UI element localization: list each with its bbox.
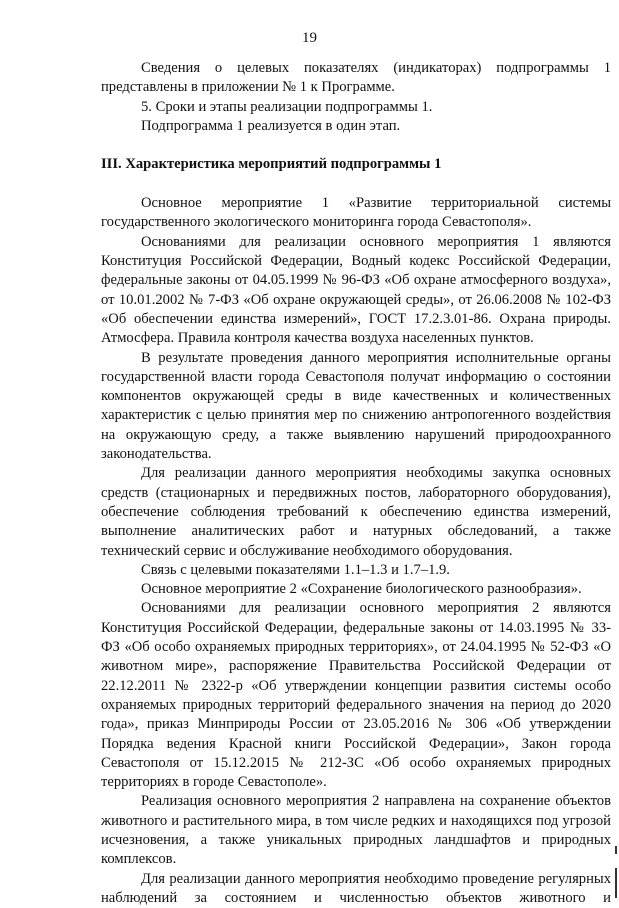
paragraph: Для реализации данного мероприятия необходимо проведение регулярных наблюдений за состоянием и численностью объектов животного и	[101, 870, 611, 906]
paragraph: 5. Сроки и этапы реализации подпрограммы 1.	[141, 98, 433, 115]
document-body	[101, 59, 611, 908]
page-number: 19	[302, 30, 317, 46]
paragraph: В результате проведения данного мероприятия исполнительные органы государственной власти города Севастополя получат информацию о состоянии компонентов окружающей среды в виде качественных и количественных характеристик с целью принятия мер по снижению антропогенного воздействия на окружающую среду, а также выявлению нарушений природоохранного законодательства.	[101, 349, 611, 463]
section-heading: III. Характеристика мероприятий подпрограммы 1	[101, 156, 442, 173]
scan-edge-mark	[615, 868, 617, 898]
paragraph: Для реализации данного мероприятия необходимы закупка основных средств (стационарных и передвижных постов, лабораторного оборудования), обеспечение соблюдения требований к обеспечению единства измерений, выполнение аналитических работ и натурных обследований, а также технический сервис и обслуживание необходимого оборудования.	[101, 465, 611, 559]
scan-edge-mark	[615, 846, 617, 854]
paragraph: Подпрограмма 1 реализуется в один этап.	[141, 117, 401, 134]
paragraph: Основаниями для реализации основного мероприятия 1 являются Конституция Российской Федерации, Водный кодекс Российской Федерации, федеральные законы от 04.05.1999 № 96-ФЗ «Об охране атмосферного воздуха», от 10.01.2002 № 7-ФЗ «Об охране окружающей среды», от 26.06.2008 № 102-ФЗ «Об обеспечении единства измерений», ГОСТ 17.2.3.01-86. Охрана природы. Атмосфера. Правила контроля качества воздуха населенных пунктов.	[101, 233, 611, 347]
paragraph: Связь с целевыми показателями 1.1–1.3 и 1.7–1.9.	[141, 561, 450, 578]
paragraph: Сведения о целевых показателях (индикаторах) подпрограммы 1 представлены в приложении № 1 к Программе.	[101, 60, 611, 96]
paragraph: Реализация основного мероприятия 2 направлена на сохранение объектов животного и растительного мира, в том числе редких и находящихся под угрозой исчезновения, а также уникальных природных ландшафтов и природных комплексов.	[101, 793, 611, 868]
paragraph: Основное мероприятие 2 «Сохранение биологического разнообразия».	[141, 581, 582, 598]
paragraph: Основное мероприятие 1 «Развитие территориальной системы государственного экологического мониторинга города Севастополя».	[101, 195, 611, 231]
paragraph: Основаниями для реализации основного мероприятия 2 являются Конституция Российской Федерации, федеральные законы от 14.03.1995 № 33-ФЗ «Об особо охраняемых природных территориях», от 24.04.1995 № 52-ФЗ «О животном мире», распоряжение Правительства Российской Федерации от 22.12.2011 № 2322-р «Об утверждении концепции развития системы особо охраняемых природных территорий федерального значения на период до 2020 года», приказ Минприроды России от 23.05.2016 № 306 «Об утверждении Порядка ведения Красной книги Российской Федерации», Закон города Севастополя от 15.12.2015 № 212-ЗС «Об особо охраняемых природных территориях в городе Севастополе».	[101, 600, 611, 791]
